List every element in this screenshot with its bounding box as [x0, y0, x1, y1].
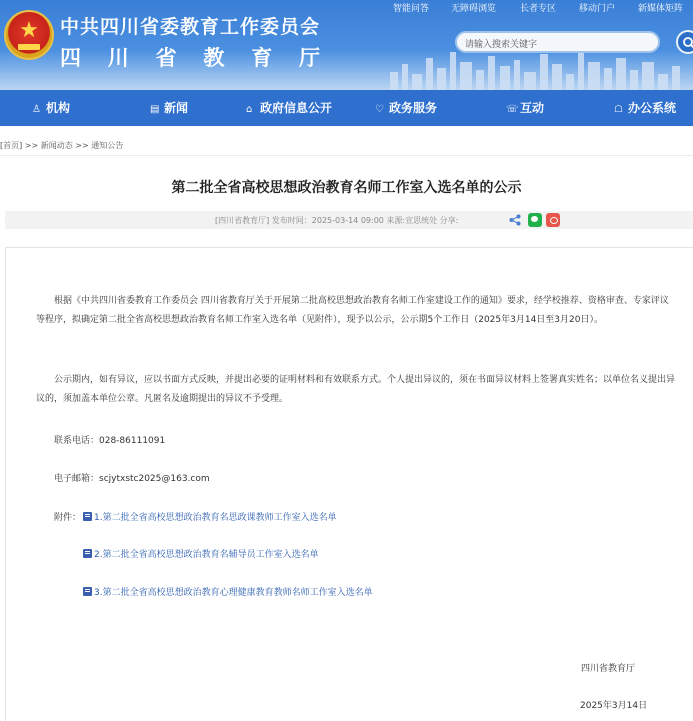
- article-paragraph: 根据《中共四川省委教育工作委员会 四川省教育厅关于开展第二批高校思想政治教育名师工作室建设工作的通知》要求，经学校推荐、资格审查、专家评议等程序，拟确定第二批全省高校思想政治教育名师工作室入选名单（见附件），现予以公示，公示期5个工作日（2025年3月14日至3月20日）。: [36, 296, 669, 325]
- site-department: 四 川 省 教 育 厅: [60, 46, 320, 70]
- top-link-mobile[interactable]: 移动门户: [579, 4, 616, 14]
- wechat-share-icon[interactable]: [528, 213, 542, 227]
- news-icon: ▤: [150, 104, 160, 115]
- attachment-link-3[interactable]: 3.第二批全省高校思想政治教育心理健康教育教师名师工作室入选名单: [83, 585, 373, 598]
- nav-item-news[interactable]: ▤ 新闻: [150, 90, 188, 126]
- breadcrumb[interactable]: [首页] >> 新闻动态 >> 通知公告: [0, 141, 124, 150]
- attachment-label: 附件：: [54, 513, 82, 523]
- interact-icon: ☏: [506, 104, 519, 115]
- nav-item-service[interactable]: ♡ 政务服务: [375, 90, 437, 126]
- divider: [0, 155, 693, 156]
- top-link-accessibility[interactable]: 无障碍浏览: [451, 4, 497, 14]
- signer: 四川省教育厅: [581, 664, 636, 674]
- office-icon: ☖: [614, 104, 623, 115]
- nav-item-office[interactable]: ☖ 办公系统: [614, 90, 676, 126]
- article-meta-bar: [5, 211, 693, 229]
- attachment-link-2[interactable]: 2.第二批全省高校思想政治教育名辅导员工作室入选名单: [83, 547, 319, 560]
- document-icon: [83, 587, 92, 596]
- contact-phone: 联系电话：028-86111091: [54, 436, 166, 446]
- org-icon: ♙: [32, 104, 41, 115]
- top-links: [0, 1, 693, 13]
- top-link-elder[interactable]: 长者专区: [520, 4, 557, 14]
- article-content: [5, 247, 693, 721]
- search-icon: [682, 36, 693, 50]
- article-paragraph: 公示期内，如有异议，应以书面方式反映，并提出必要的证明材料和有效联系方式。个人提出异议的，须在书面异议材料上签署真实姓名；以单位名义提出异议的，须加盖本单位公章。凡匿名及逾期提出的异议不予受理。: [36, 375, 676, 404]
- search-input[interactable]: 请输入搜索关键字: [455, 31, 660, 53]
- contact-email: 电子邮箱：scjytxstc2025@163.com: [54, 474, 210, 484]
- document-icon: [83, 549, 92, 558]
- gov-info-icon: ⌂: [246, 104, 253, 115]
- main-nav: [0, 90, 693, 126]
- attachment-link-1[interactable]: 1.第二批全省高校思想政治教育名思政课教师工作室入选名单: [83, 510, 337, 523]
- weibo-share-icon[interactable]: [546, 213, 560, 227]
- document-icon: [83, 512, 92, 521]
- article-meta: [四川省教育厅] 发布时间：2025-03-14 09:00 来源:宣思统处 分享:: [215, 216, 459, 225]
- site-header: [0, 0, 693, 90]
- top-link-smart-qa[interactable]: 智能问答: [393, 4, 430, 14]
- share-icon[interactable]: [509, 214, 521, 226]
- service-icon: ♡: [375, 104, 384, 115]
- top-link-new-media[interactable]: 新媒体矩阵: [638, 4, 684, 14]
- nav-item-org[interactable]: ♙ 机构: [32, 90, 70, 126]
- article-title: 第二批全省高校思想政治教育名师工作室入选名单的公示: [171, 180, 522, 196]
- site-title: 中共四川省委教育工作委员会: [60, 16, 321, 38]
- nav-item-gov-info[interactable]: ⌂ 政府信息公开: [246, 90, 332, 126]
- publish-date: 2025年3月14日: [580, 701, 648, 711]
- nav-item-interact[interactable]: ☏互动: [506, 90, 544, 126]
- search-button[interactable]: [676, 30, 693, 54]
- national-emblem-icon: ★: [4, 10, 54, 60]
